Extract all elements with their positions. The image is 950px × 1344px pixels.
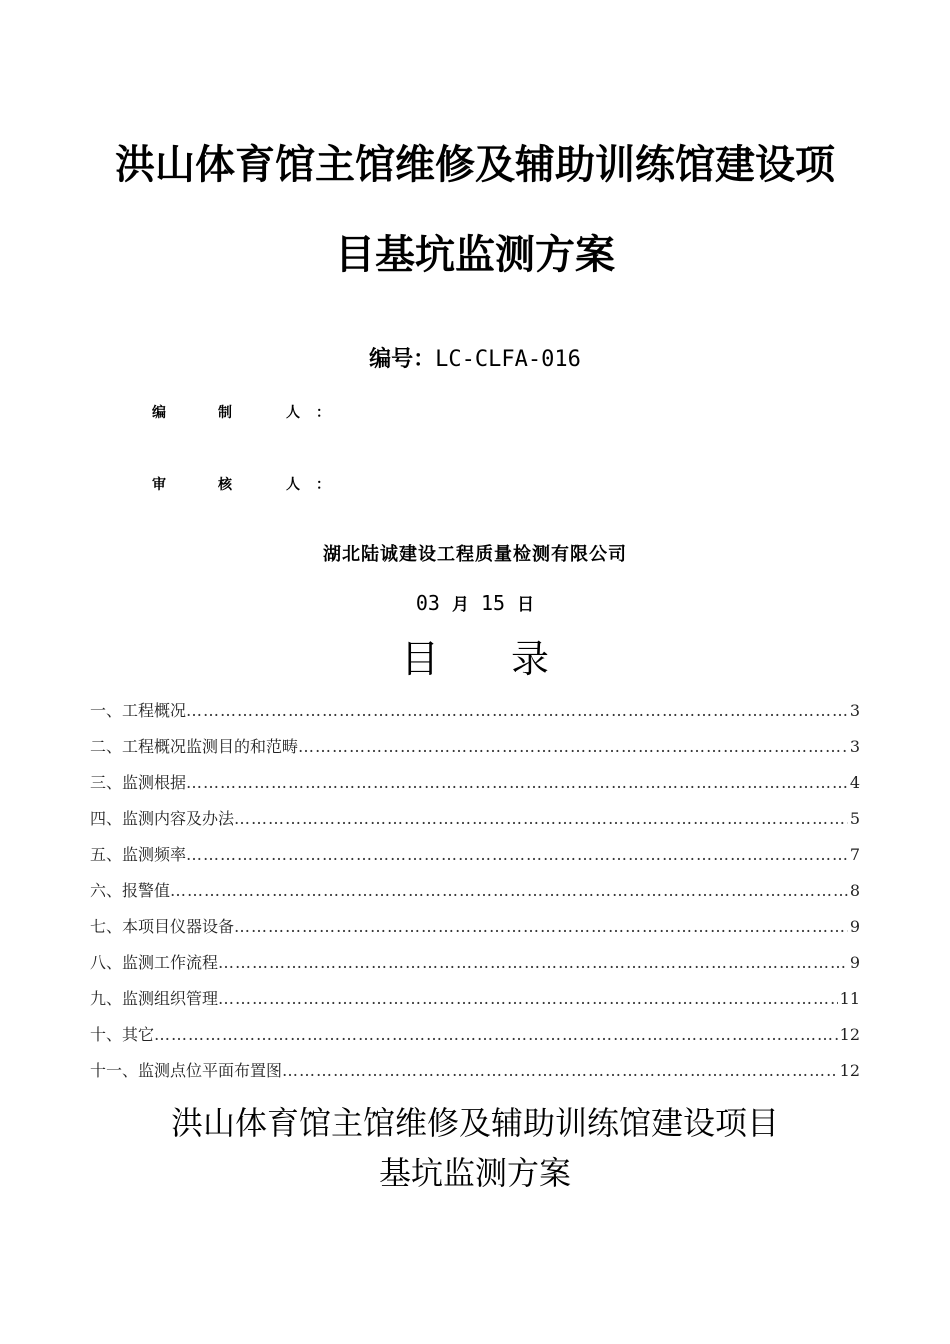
toc-item-label: 九、监测组织管理 xyxy=(90,989,219,1008)
cover-title-line-1: 洪山体育馆主馆维修及辅助训练馆建设项 xyxy=(115,142,835,188)
date-day-unit: 日 xyxy=(517,595,535,615)
toc-item-page: 9 xyxy=(849,917,860,936)
toc-item[interactable] xyxy=(90,734,860,770)
toc-item[interactable] xyxy=(90,806,860,842)
toc-item-label: 五、监测频率 xyxy=(90,845,187,864)
toc-item-label: 二、工程概况监测目的和范畴 xyxy=(90,737,299,756)
toc-leader xyxy=(282,1061,838,1080)
toc-item-page: 11 xyxy=(839,989,860,1008)
toc-item[interactable] xyxy=(90,1022,860,1058)
compiler-label-char: 制 xyxy=(218,405,232,421)
toc-item[interactable] xyxy=(90,986,860,1022)
toc-item[interactable] xyxy=(90,878,860,914)
toc-item[interactable] xyxy=(90,770,860,806)
toc-item-page: 7 xyxy=(849,845,860,864)
document-date xyxy=(0,590,950,615)
toc-heading-right: 录 xyxy=(511,637,550,681)
toc-item-label: 四、监测内容及办法 xyxy=(90,809,235,828)
document-code xyxy=(0,342,950,373)
toc-item-label: 十一、监测点位平面布置图 xyxy=(90,1061,283,1080)
body-title-line-2: 基坑监测方案 xyxy=(378,1154,571,1192)
toc-item[interactable] xyxy=(90,914,860,950)
toc-item-page: 5 xyxy=(849,809,860,828)
toc-heading xyxy=(0,628,950,683)
toc-item-label: 六、报警值 xyxy=(90,881,171,900)
toc-item-label: 八、监测工作流程 xyxy=(90,953,219,972)
company-name: 湖北陆诚建设工程质量检测有限公司 xyxy=(323,544,627,565)
toc-item[interactable] xyxy=(90,698,860,734)
compiler-field xyxy=(152,402,330,422)
toc-item-page: 4 xyxy=(849,773,860,792)
toc-item-label: 七、本项目仪器设备 xyxy=(90,917,235,936)
document-code-label: 编号： xyxy=(369,347,436,372)
toc-item[interactable] xyxy=(90,950,860,986)
toc-item-page: 8 xyxy=(849,881,860,900)
reviewer-label-char: 审 xyxy=(152,477,166,493)
toc-item-label: 一、工程概况 xyxy=(90,701,187,720)
toc-leader xyxy=(234,917,848,936)
toc-item-page: 12 xyxy=(839,1025,860,1044)
compiler-label-char: 编 xyxy=(152,405,166,421)
toc-item-page: 3 xyxy=(849,737,860,756)
toc-heading-left: 目 xyxy=(400,637,439,681)
toc-leader xyxy=(298,737,848,756)
date-month-unit: 月 xyxy=(451,595,469,615)
compiler-label-char: 人 xyxy=(286,405,300,421)
toc-item[interactable] xyxy=(90,1058,860,1094)
toc-item-page: 9 xyxy=(849,953,860,972)
reviewer-label-char: 人 xyxy=(286,477,300,493)
body-title-line-1: 洪山体育馆主馆维修及辅助训练馆建设项目 xyxy=(170,1104,779,1142)
toc-leader xyxy=(234,809,848,828)
document-code-value: LC-CLFA-016 xyxy=(435,347,581,372)
reviewer-label-colon: ： xyxy=(316,477,330,493)
toc-leader xyxy=(170,881,848,900)
toc-item-label: 三、监测根据 xyxy=(90,773,187,792)
toc-item-page: 3 xyxy=(849,701,860,720)
cover-title-line-2: 目基坑监测方案 xyxy=(335,232,615,278)
date-month: 03 xyxy=(415,591,440,615)
toc-item-label: 十、其它 xyxy=(90,1025,155,1044)
reviewer-field xyxy=(152,474,330,494)
toc-item[interactable] xyxy=(90,842,860,878)
reviewer-label-char: 核 xyxy=(218,477,232,493)
toc-leader xyxy=(186,701,848,720)
toc-leader xyxy=(186,845,848,864)
table-of-contents xyxy=(90,698,860,1094)
toc-leader xyxy=(186,773,848,792)
toc-leader xyxy=(218,953,848,972)
toc-item-page: 12 xyxy=(839,1061,860,1080)
toc-leader xyxy=(218,989,838,1008)
date-day: 15 xyxy=(481,591,506,615)
toc-leader xyxy=(154,1025,838,1044)
compiler-label-colon: ： xyxy=(316,405,330,421)
